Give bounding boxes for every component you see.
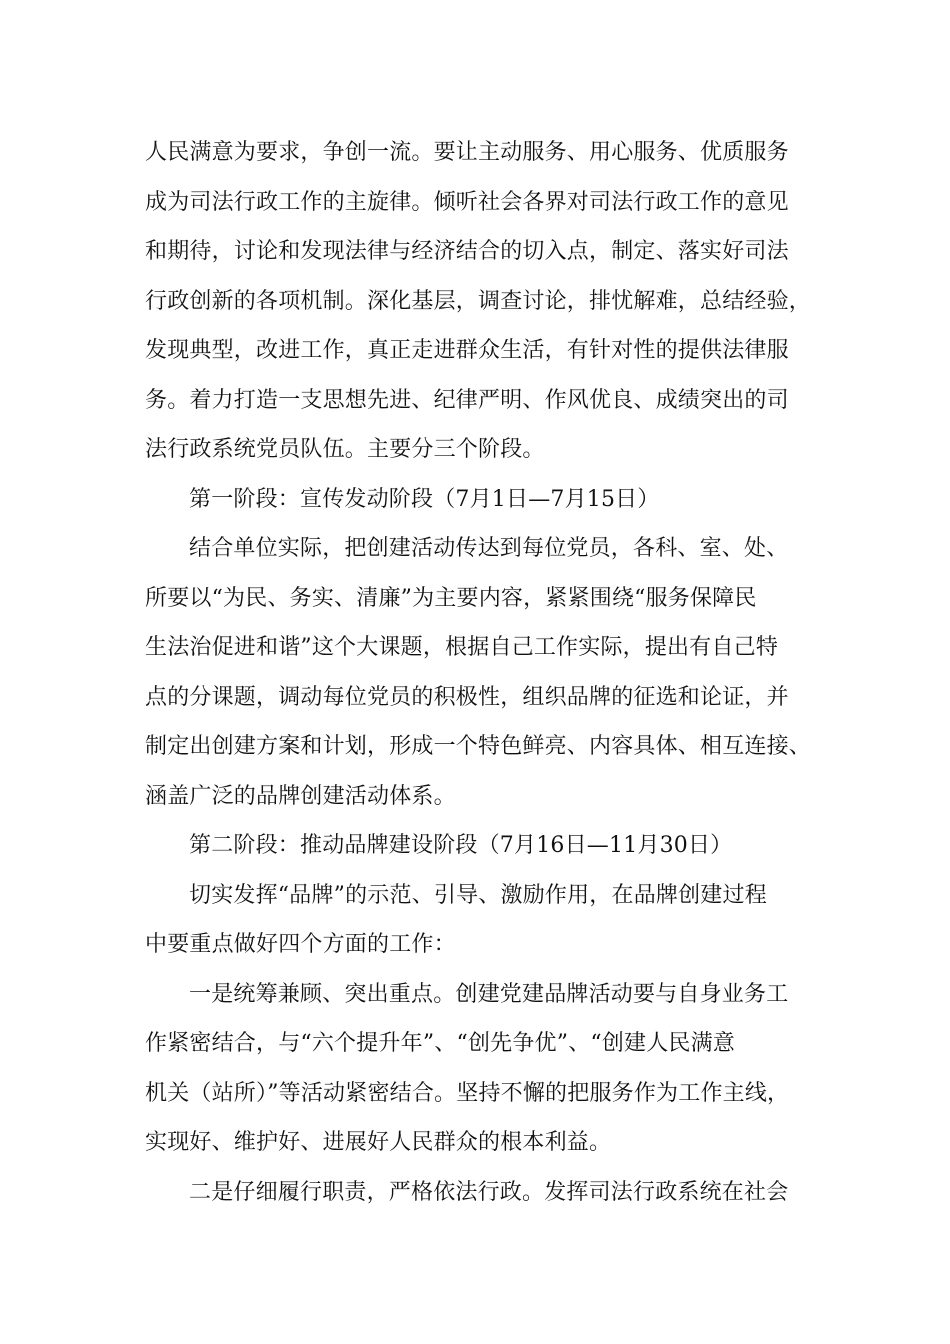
text-line: 生法治促进和谐”这个大课题，根据自己工作实际，提出有自己特	[145, 635, 779, 660]
text-line: 人民满意为要求，争创一流。要让主动服务、用心服务、优质服务	[145, 140, 789, 165]
paragraph-stage-2-intro	[145, 871, 825, 970]
paragraph-stage-1	[145, 524, 825, 821]
text-line: 所要以“为民、务实、清廉”为主要内容，紧紧围绕“服务保障民	[145, 585, 757, 611]
paragraph-intro	[145, 128, 825, 475]
text-line: 点的分课题，调动每位党员的积极性，组织品牌的征选和论证，并	[145, 684, 789, 710]
text-line: 二是仔细履行职责，严格依法行政。发挥司法行政系统在社会	[189, 1179, 789, 1205]
section-heading-stage-1	[145, 475, 825, 525]
text-line: 务。着力打造一支思想先进、纪律严明、作风优良、成绩突出的司	[145, 387, 789, 413]
text-line: 涵盖广泛的品牌创建活动体系。	[145, 783, 456, 809]
text-line: 作紧密结合，与“六个提升年”、“创先争优”、“创建人民满意	[145, 1031, 736, 1056]
text-line: 行政创新的各项机制。深化基层，调查讨论，排忧解难，总结经验，	[145, 288, 812, 314]
text-line: 实现好、维护好、进展好人民群众的根本利益。	[145, 1130, 612, 1155]
text-line: 一是统筹兼顾、突出重点。创建党建品牌活动要与自身业务工	[189, 981, 789, 1007]
text-line: 切实发挥“品牌”的示范、引导、激励作用，在品牌创建过程	[189, 882, 767, 908]
text-line: 第二阶段：推动品牌建设阶段（7月16日—11月30日）	[189, 833, 733, 858]
text-line: 结合单位实际，把创建活动传达到每位党员，各科、室、处、	[189, 536, 789, 561]
text-line: 成为司法行政工作的主旋律。倾听社会各界对司法行政工作的意见	[145, 189, 789, 215]
text-line: 中要重点做好四个方面的工作：	[145, 932, 456, 957]
paragraph-point-1	[145, 970, 825, 1168]
section-heading-stage-2	[145, 821, 825, 871]
text-line: 发现典型，改进工作，真正走进群众生活，有针对性的提供法律服	[145, 338, 789, 363]
text-line: 和期待，讨论和发现法律与经济结合的切入点，制定、落实好司法	[145, 239, 789, 264]
text-line: 法行政系统党员队伍。主要分三个阶段。	[145, 437, 545, 462]
text-line: 机关（站所）”等活动紧密结合。坚持不懈的把服务作为工作主线，	[145, 1080, 790, 1106]
text-line: 第一阶段：宣传发动阶段（7月1日—7月15日）	[189, 486, 660, 512]
paragraph-point-2	[145, 1168, 825, 1218]
document-body	[145, 128, 825, 1217]
text-line: 制定出创建方案和计划，形成一个特色鲜亮、内容具体、相互连接、	[145, 734, 812, 759]
